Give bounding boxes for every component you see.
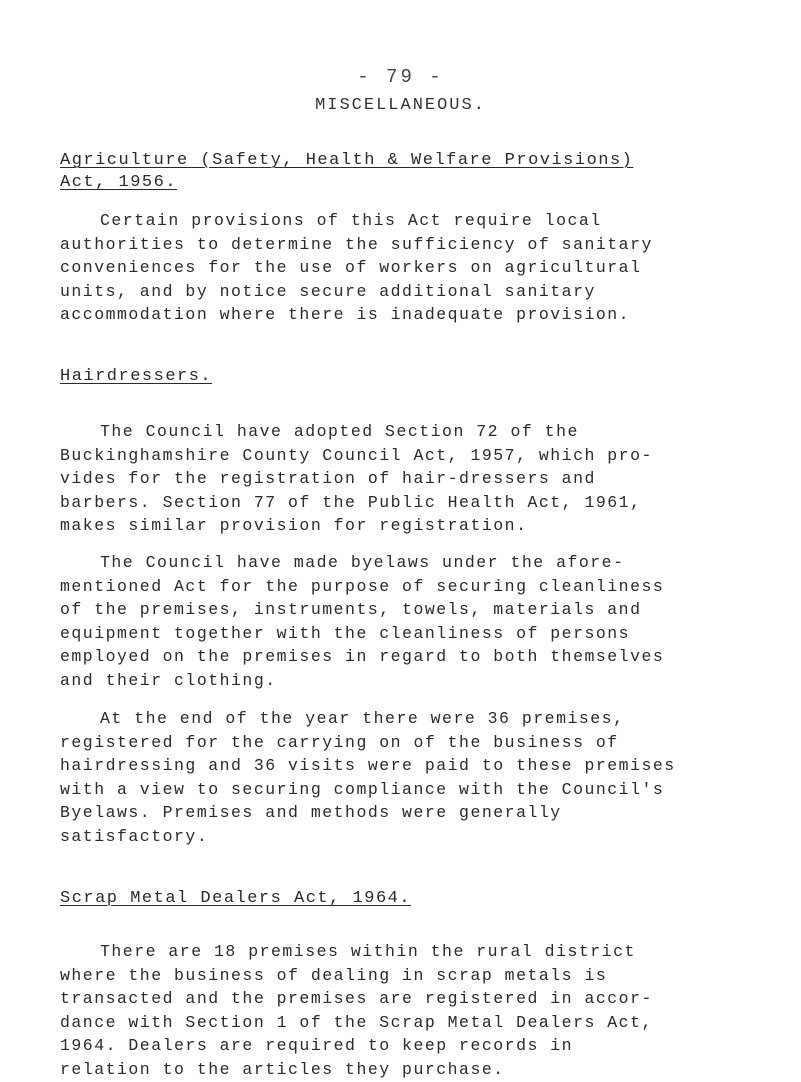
text-line: authorities to determine the sufficiency of sanitary — [60, 234, 653, 254]
text-line: units, and by notice secure additional sanitary — [60, 281, 596, 301]
paragraph-hairdressers-2 — [60, 551, 800, 692]
heading-line: Agriculture (Safety, Health & Welfare Provisions) — [60, 151, 634, 170]
section-heading-scrap-metal — [60, 888, 411, 910]
text-line: barbers. Section 77 of the Public Health Act, 1961, — [60, 492, 642, 512]
heading-line: Hairdressers. — [60, 367, 213, 386]
text-line: of the premises, instruments, towels, materials and — [60, 600, 642, 619]
text-line: At the end of the year there were 36 premises, — [100, 709, 625, 728]
text-line: The Council have adopted Section 72 of the — [100, 422, 579, 441]
heading-line: Scrap Metal Dealers Act, 1964. — [60, 889, 412, 908]
text-line: transacted and the premises are registered in accor- — [60, 989, 653, 1008]
text-line: employed on the premises in regard to both themselves — [60, 647, 665, 666]
text-line: Certain provisions of this Act require local — [100, 211, 602, 230]
text-line: equipment together with the cleanliness of persons — [60, 623, 631, 643]
text-line: Buckinghamshire County Council Act, 1957, which pro- — [60, 445, 653, 465]
section-heading-hairdressers — [60, 366, 212, 388]
text-line: The Council have made byelaws under the afore- — [100, 553, 625, 572]
text-line: relation to the articles they purchase. — [60, 1059, 505, 1079]
text-line: There are 18 premises within the rural district — [100, 942, 636, 961]
text-line: hairdressing and 36 visits were paid to these premises — [60, 756, 676, 775]
text-line: conveniences for the use of workers on agricultural — [60, 258, 642, 277]
text-line: vides for the registration of hair-dressers and — [60, 469, 596, 488]
paragraph-hairdressers-3 — [60, 707, 800, 848]
text-line: accommodation where there is inadequate provision. — [60, 305, 631, 324]
text-line: mentioned Act for the purpose of securing cleanliness — [60, 576, 665, 596]
page-number: - 79 - — [357, 66, 444, 88]
text-line: dance with Section 1 of the Scrap Metal Dealers Act, — [60, 1012, 653, 1032]
paragraph-agriculture — [60, 209, 800, 327]
paragraph-scrap-metal — [60, 940, 800, 1081]
section-heading-agriculture — [60, 150, 633, 194]
text-line: satisfactory. — [60, 826, 209, 846]
text-line: with a view to securing compliance with the Council's — [60, 779, 665, 799]
text-line: where the business of dealing in scrap metals is — [60, 965, 608, 985]
text-line: Byelaws. Premises and methods were generally — [60, 803, 562, 822]
paragraph-hairdressers-1 — [60, 420, 800, 538]
page-header: MISCELLANEOUS. — [315, 96, 486, 115]
text-line: makes similar provision for registration. — [60, 516, 528, 535]
text-line: and their clothing. — [60, 670, 277, 690]
text-line: 1964. Dealers are required to keep records in — [60, 1036, 574, 1055]
heading-line: Act, 1956. — [60, 173, 178, 192]
text-line: registered for the carrying on of the business of — [60, 732, 619, 752]
